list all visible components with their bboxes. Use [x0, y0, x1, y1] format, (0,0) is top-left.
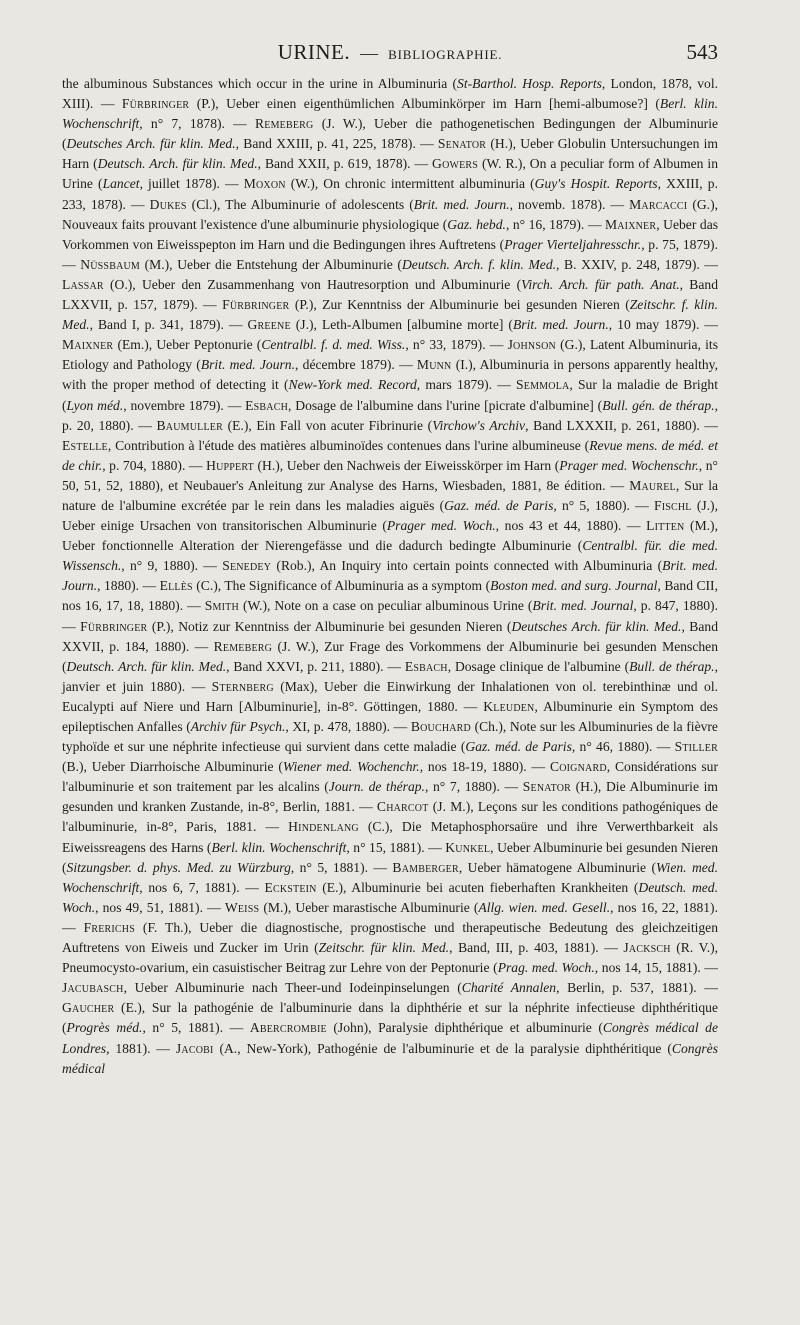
- author-name: Dukes: [149, 196, 187, 212]
- citation-text: (J.), Ueber einige Ursachen von transitorischen Albuminurie (: [62, 497, 718, 534]
- journal-title: Revue mens. de méd. et de chir.: [62, 437, 718, 473]
- citation-text: , Band, III, p. 403, 1881). —: [449, 940, 624, 956]
- citation-text: (Rob.), An Inquiry into certain points connected with Albuminuria (: [271, 558, 663, 574]
- citation-text: (P.), Ueber einen eigenthümlichen Albuminkörper im Harn [hemi-albumose?] (: [189, 96, 660, 112]
- author-name: Ellès: [159, 578, 193, 594]
- citation-text: , Sur la nature de l'albumine excrétée par le rein dans les maladies aiguës (: [62, 477, 719, 513]
- journal-title: Congrès médical de Londres: [62, 1020, 718, 1056]
- journal-title: Congrès médical: [62, 1040, 718, 1076]
- citation-text: (C.), The Significance of Albuminuria as a symptom (: [192, 578, 491, 594]
- journal-title: Bull. de thérap.: [629, 658, 715, 674]
- citation-text: , XXIII, p. 233, 1878). —: [62, 176, 718, 212]
- citation-text: , Contribution à l'étude des matières albuminoïdes contenues dans l'urine albumineuse (: [107, 437, 590, 453]
- citation-text: , n° 50, 51, 52, 1880), et Neubauer's Anleitung zur Analyse des Harns, Wiesbaden, 1881, 8e édition. —: [62, 457, 718, 493]
- journal-title: Gaz. méd. de Paris: [465, 739, 572, 755]
- author-name: Eckstein: [264, 879, 317, 895]
- citation-text: (P.), Notiz zur Kenntniss der Albuminurie bei gesunden Nieren (: [147, 618, 512, 634]
- journal-title: Prager Vierteljahresschr.: [504, 236, 642, 252]
- citation-text: (G.), Nouveaux faits prouvant l'existence d'une albuminurie physiologique (: [62, 196, 718, 232]
- author-name: Smith: [204, 598, 239, 614]
- citation-text: , mars 1879). —: [416, 377, 517, 393]
- citation-text: (H.), Ueber den Nachweis der Eiweisskörper im Harn (: [253, 457, 560, 473]
- journal-title: Deutsches Arch. für klin. Med.: [66, 136, 236, 152]
- journal-title: Virch. Arch. für path. Anat.: [521, 276, 680, 292]
- journal-title: Brit. med. Journal: [532, 598, 634, 614]
- page-number: 543: [686, 40, 718, 64]
- citation-text: (M.), Ueber fonctionnelle Alteration der Nierengefässe und die dadurch bedingte Albuminurie (: [62, 518, 718, 554]
- running-head-subtitle: BIBLIOGRAPHIE.: [388, 47, 503, 62]
- author-name: Remeberg: [255, 116, 314, 132]
- author-name: Fürbringer: [80, 618, 148, 634]
- author-name: Jacksch: [623, 940, 671, 956]
- journal-title: Berl. klin. Wochenschrift: [62, 96, 718, 132]
- author-name: Hindenlang: [288, 819, 359, 835]
- citation-text: , n° 9, 1880). —: [121, 558, 223, 574]
- journal-title: Brit. med. Journ.: [512, 317, 609, 333]
- journal-title: Deutsch. Arch. für klin. Med.: [66, 658, 227, 674]
- author-name: Litten: [646, 518, 685, 534]
- journal-title: Charité Annalen: [461, 980, 557, 996]
- author-name: Johnson: [507, 337, 556, 353]
- author-name: Fürbringer: [121, 96, 190, 112]
- citation-text: , London, 1878, vol. XIII). —: [62, 76, 718, 112]
- journal-title: Prag. med. Woch.: [497, 960, 595, 976]
- running-head: [62, 40, 718, 74]
- journal-title: Prager med. Wochenschr.: [559, 457, 699, 473]
- citation-text: , juillet 1878). —: [139, 176, 244, 192]
- citation-text: , Band LXXVII, p. 157, 1879). —: [62, 276, 718, 313]
- citation-text: (A., New-York), Pathogénie de l'albuminurie et de la paralysie diphthéritique (: [213, 1040, 672, 1056]
- journal-title: Bull. gén. de thérap.: [602, 397, 715, 413]
- citation-text: , nos 18-19, 1880). —: [419, 759, 550, 775]
- citation-text: , nos 6, 7, 1881). —: [139, 879, 265, 895]
- citation-text: , Band I, p. 341, 1879). —: [89, 317, 248, 333]
- running-head-title: URINE.: [277, 40, 351, 64]
- citation-text: , B. XXIV, p. 248, 1879). —: [556, 256, 719, 272]
- author-name: Bamberger: [392, 859, 459, 875]
- citation-text: , Albuminurie ein Symptom des epileptischen Anfalles (: [62, 698, 718, 734]
- citation-text: , Dosage clinique de l'albumine (: [447, 658, 630, 674]
- citation-text: (G.), Latent Albuminuria, its Etiology and Pathology (: [62, 337, 719, 373]
- citation-text: , n° 15, 1881). —: [346, 839, 446, 855]
- journal-title: Berl. klin. Wochenschrift: [211, 839, 347, 855]
- journal-title: Lyon méd.: [66, 397, 124, 413]
- citation-text: (Ch.), Note sur les Albuminuries de la fièvre typhoïde et sur une néphrite infectieuse qui survient dans cette maladie (: [62, 719, 718, 755]
- running-head-separator: —: [360, 43, 379, 63]
- citation-text: , XI, p. 478, 1880). —: [285, 719, 411, 734]
- author-name: Sternberg: [211, 678, 274, 694]
- author-name: Frerichs: [83, 919, 135, 935]
- journal-title: Zeitschr. für klin. Med.: [318, 940, 450, 956]
- author-name: Estelle: [62, 437, 108, 453]
- citation-text: , n° 46, 1880). —: [571, 739, 675, 755]
- citation-text: (John), Paralysie diphthérique et albuminurie (: [326, 1020, 603, 1036]
- journal-title: Wien. med. Wochenschrift: [62, 859, 719, 895]
- citation-text: , Ueber das Vorkommen von Eiweisspepton im Harn und die Bedingungen ihres Auftretens (: [62, 216, 719, 252]
- citation-text: , Band XXVII, p. 184, 1880). —: [62, 618, 718, 654]
- citation-text: (C.), Die Metaphosphorsaüre und ihre Verwerthbarkeit als Eiweissreagens des Harns (: [62, 819, 718, 855]
- author-name: Gowers: [432, 156, 479, 172]
- citation-text: (E.), Sur la pathogénie de l'albuminurie dans la diphthérie et sur la néphrite infectieuse diphthéritique (: [62, 1000, 718, 1036]
- author-name: Moxon: [243, 176, 286, 192]
- author-name: Kleuden: [483, 698, 535, 714]
- journal-title: Brit. med. Journ.: [200, 357, 296, 373]
- citation-text: , n° 5, 1881). —: [290, 859, 393, 875]
- citation-text: , 1881). —: [106, 1040, 176, 1056]
- author-name: Huppert: [206, 457, 254, 473]
- citation-text: (E.), Ein Fall von acuter Fibrinurie (: [222, 417, 433, 433]
- journal-title: Virchow's Archiv: [432, 417, 526, 433]
- citation-text: , nos 43 et 44, 1880). —: [495, 518, 647, 534]
- author-name: Abercrombie: [249, 1020, 327, 1036]
- citation-text: (M.), Ueber marastische Albuminurie (: [259, 899, 479, 915]
- journal-title: St-Barthol. Hosp. Reports: [457, 76, 602, 91]
- author-name: Baumuller: [156, 417, 223, 433]
- author-name: Kunkel: [445, 839, 491, 855]
- author-name: Senator: [522, 779, 571, 795]
- journal-title: Centralbl. f. d. med. Wiss.: [261, 337, 406, 353]
- journal-title: Lancet: [102, 176, 140, 192]
- citation-text: , p. 704, 1880). —: [102, 457, 207, 473]
- citation-text: , Ueber Albuminurie bei gesunden Nieren (: [62, 839, 719, 875]
- citation-text: , Band XXII, p. 619, 1878). —: [257, 156, 433, 172]
- journal-title: Brit. med. Journ.: [413, 196, 510, 212]
- author-name: Senedey: [222, 558, 272, 574]
- citation-text: , Band LXXXII, p. 261, 1880). —: [525, 417, 718, 433]
- citation-text: , 10 may 1879). —: [608, 317, 718, 333]
- citation-text: (Em.), Ueber Peptonurie (: [113, 337, 262, 353]
- citation-text: (H.), Die Albuminurie im gesunden und kranken Zustande, in-8°, Berlin, 1881. —: [62, 779, 718, 815]
- citation-text: , 1880). —: [97, 578, 160, 594]
- author-name: Fürbringer: [222, 297, 290, 313]
- author-name: Esbach: [245, 397, 289, 413]
- citation-text: , nos 14, 15, 1881). —: [594, 960, 718, 976]
- citation-text: , Band XXVI, p. 211, 1880). —: [226, 658, 405, 674]
- author-name: Bouchard: [410, 719, 471, 734]
- citation-text: , p. 847, 1880). —: [62, 598, 718, 634]
- citation-text: (F. Th.), Ueber die diagnostische, prognostische und therapeutische Bedeutung des gleichzeitigen Auftretens von Eiweis und Zucker im Urin (: [62, 919, 718, 956]
- journal-title: Deutsch. med. Woch.: [62, 879, 718, 915]
- author-name: Lassar: [62, 276, 104, 292]
- citation-text: , Berlin, p. 537, 1881). —: [556, 980, 718, 996]
- author-name: Coignard: [549, 759, 607, 775]
- journal-title: Deutsch. Arch. für klin. Med.: [97, 156, 258, 172]
- citation-text: the albuminous Substances which occur in the urine in Albuminuria (: [62, 76, 458, 91]
- citation-text: , n° 16, 1879). —: [505, 216, 605, 232]
- journal-title: Gaz. hebd.: [447, 216, 506, 232]
- author-name: Charcot: [376, 799, 429, 815]
- author-name: Maixner: [62, 337, 114, 353]
- author-name: Gaucher: [62, 1000, 115, 1016]
- citation-text: , nos 16, 22, 1881). —: [62, 899, 718, 935]
- citation-text: , p. 75, 1879). —: [62, 236, 718, 272]
- citation-text: (P.), Zur Kenntniss der Albuminurie bei gesunden Nieren (: [289, 297, 630, 313]
- citation-text: , décembre 1879). —: [295, 357, 417, 373]
- author-name: Munn: [416, 357, 452, 373]
- citation-text: (J.), Leth-Albumen [albumine morte] (: [290, 317, 513, 333]
- citation-text: , n° 5, 1880). —: [553, 497, 654, 513]
- citation-text: , nos 49, 51, 1881). —: [95, 899, 225, 915]
- journal-title: Boston med. and surg. Journal: [490, 578, 658, 594]
- citation-text: (B.), Ueber Diarrhoische Albuminurie (: [62, 759, 283, 775]
- author-name: Fischl: [653, 497, 692, 513]
- citation-text: (W.), On chronic intermittent albuminuria (: [285, 176, 535, 192]
- journal-title: Archiv für Psych.: [190, 719, 286, 734]
- citation-text: (W.), Note on a case on peculiar albuminous Urine (: [238, 598, 533, 614]
- author-name: Semmola: [516, 377, 570, 393]
- citation-text: , Sur la maladie de Bright (: [62, 377, 718, 413]
- journal-title: Guy's Hospit. Reports: [534, 176, 658, 192]
- citation-text: (J. W.), Ueber die pathogenetischen Bedingungen der Albuminurie (: [62, 116, 718, 152]
- journal-title: Allg. wien. med. Gesell.: [478, 899, 611, 915]
- author-name: Remeberg: [213, 638, 273, 654]
- citation-text: (Max), Ueber die Einwirkung der Inhalationen von ol. terebinthinæ und ol. Eucalypti auf Niere und Harn [Albuminurie], in-8°. Göttingen, 1880. —: [62, 678, 718, 714]
- journal-title: Wiener med. Wochenchr.: [282, 759, 420, 775]
- author-name: Senator: [437, 136, 487, 152]
- journal-title: Deutsch. Arch. f. klin. Med.: [401, 256, 557, 272]
- author-name: Jacubasch: [62, 980, 124, 996]
- bibliography-text: [62, 74, 718, 1079]
- citation-text: (E.), Albuminurie bei acuten fieberhaften Krankheiten (: [316, 879, 639, 895]
- journal-title: Brit. med. Journ.: [62, 558, 719, 594]
- author-name: Esbach: [404, 658, 448, 674]
- citation-text: (I.), Albuminuria in persons apparently healthy, with the proper method of detecting it (: [62, 357, 718, 393]
- author-name: Maixner: [604, 216, 657, 232]
- citation-text: , Ueber hämatogene Albuminurie (: [458, 859, 656, 875]
- journal-title: Progrès méd.: [66, 1020, 143, 1036]
- author-name: Weiss: [224, 899, 260, 915]
- journal-title: Sitzungsber. d. phys. Med. zu Würzburg: [66, 859, 291, 875]
- author-name: Jacobi: [175, 1040, 214, 1056]
- journal-title: Journ. de thérap.: [328, 779, 425, 795]
- journal-title: Zeitschr. f. klin. Med.: [62, 297, 719, 333]
- citation-text: (Cl.), The Albuminurie of adolescents (: [186, 196, 414, 212]
- journal-title: Gaz. méd. de Paris: [444, 497, 554, 513]
- citation-text: , novembre 1879). —: [123, 397, 246, 413]
- journal-title: Prager med. Woch.: [386, 518, 496, 534]
- citation-text: , Band CII, nos 16, 17, 18, 1880). —: [62, 578, 718, 614]
- citation-text: , p. 20, 1880). —: [62, 397, 718, 433]
- citation-text: , novemb. 1878). —: [509, 196, 630, 212]
- citation-text: (W. R.), On a peculiar form of Albumen in Urine (: [62, 156, 718, 192]
- citation-text: , Considérations sur l'albuminurie et son traitement par les alcalins (: [62, 759, 718, 795]
- journal-title: Deutsches Arch. für klin. Med.: [511, 618, 682, 634]
- citation-text: , Dosage de l'albumine dans l'urine [picrate d'albumine] (: [288, 397, 603, 413]
- author-name: Greene: [247, 317, 291, 333]
- citation-text: (J. W.), Zur Frage des Vorkommens der Albuminurie bei gesunden Menschen (: [62, 638, 718, 674]
- citation-text: (O.), Ueber den Zusammenhang von Hautresorption und Albuminurie (: [103, 276, 522, 292]
- citation-text: , n° 5, 1881). —: [142, 1020, 250, 1036]
- citation-text: , Ueber Albuminurie nach Theer-und Iodeinpinselungen (: [123, 980, 462, 996]
- citation-text: (R. V.), Pneumocysto-ovarium, ein casuistischer Beitrag zur Lehre von der Peptonurie (: [62, 940, 719, 976]
- citation-text: (M.), Ueber die Entstehung der Albuminurie (: [140, 256, 402, 272]
- journal-title: Centralbl. für. die med. Wissensch.: [62, 538, 719, 574]
- citation-text: (H.), Ueber Globulin Untersuchungen im Harn (: [62, 136, 718, 172]
- citation-text: , janvier et juin 1880). —: [62, 658, 718, 694]
- author-name: Stiller: [674, 739, 718, 755]
- citation-text: , n° 7, 1880). —: [424, 779, 523, 795]
- author-name: Marcacci: [629, 196, 688, 212]
- citation-text: , n° 7, 1878). —: [139, 116, 256, 132]
- citation-text: , Band XXIII, p. 41, 225, 1878). —: [235, 136, 438, 152]
- citation-text: (J. M.), Leçons sur les conditions pathogéniques de l'albuminurie, in-8°, Paris, 1881. —: [62, 799, 718, 835]
- journal-title: New-York med. Record: [288, 377, 417, 393]
- author-name: Maurel: [629, 477, 676, 493]
- author-name: Nüssbaum: [80, 256, 141, 272]
- citation-text: , n° 33, 1879). —: [405, 337, 508, 353]
